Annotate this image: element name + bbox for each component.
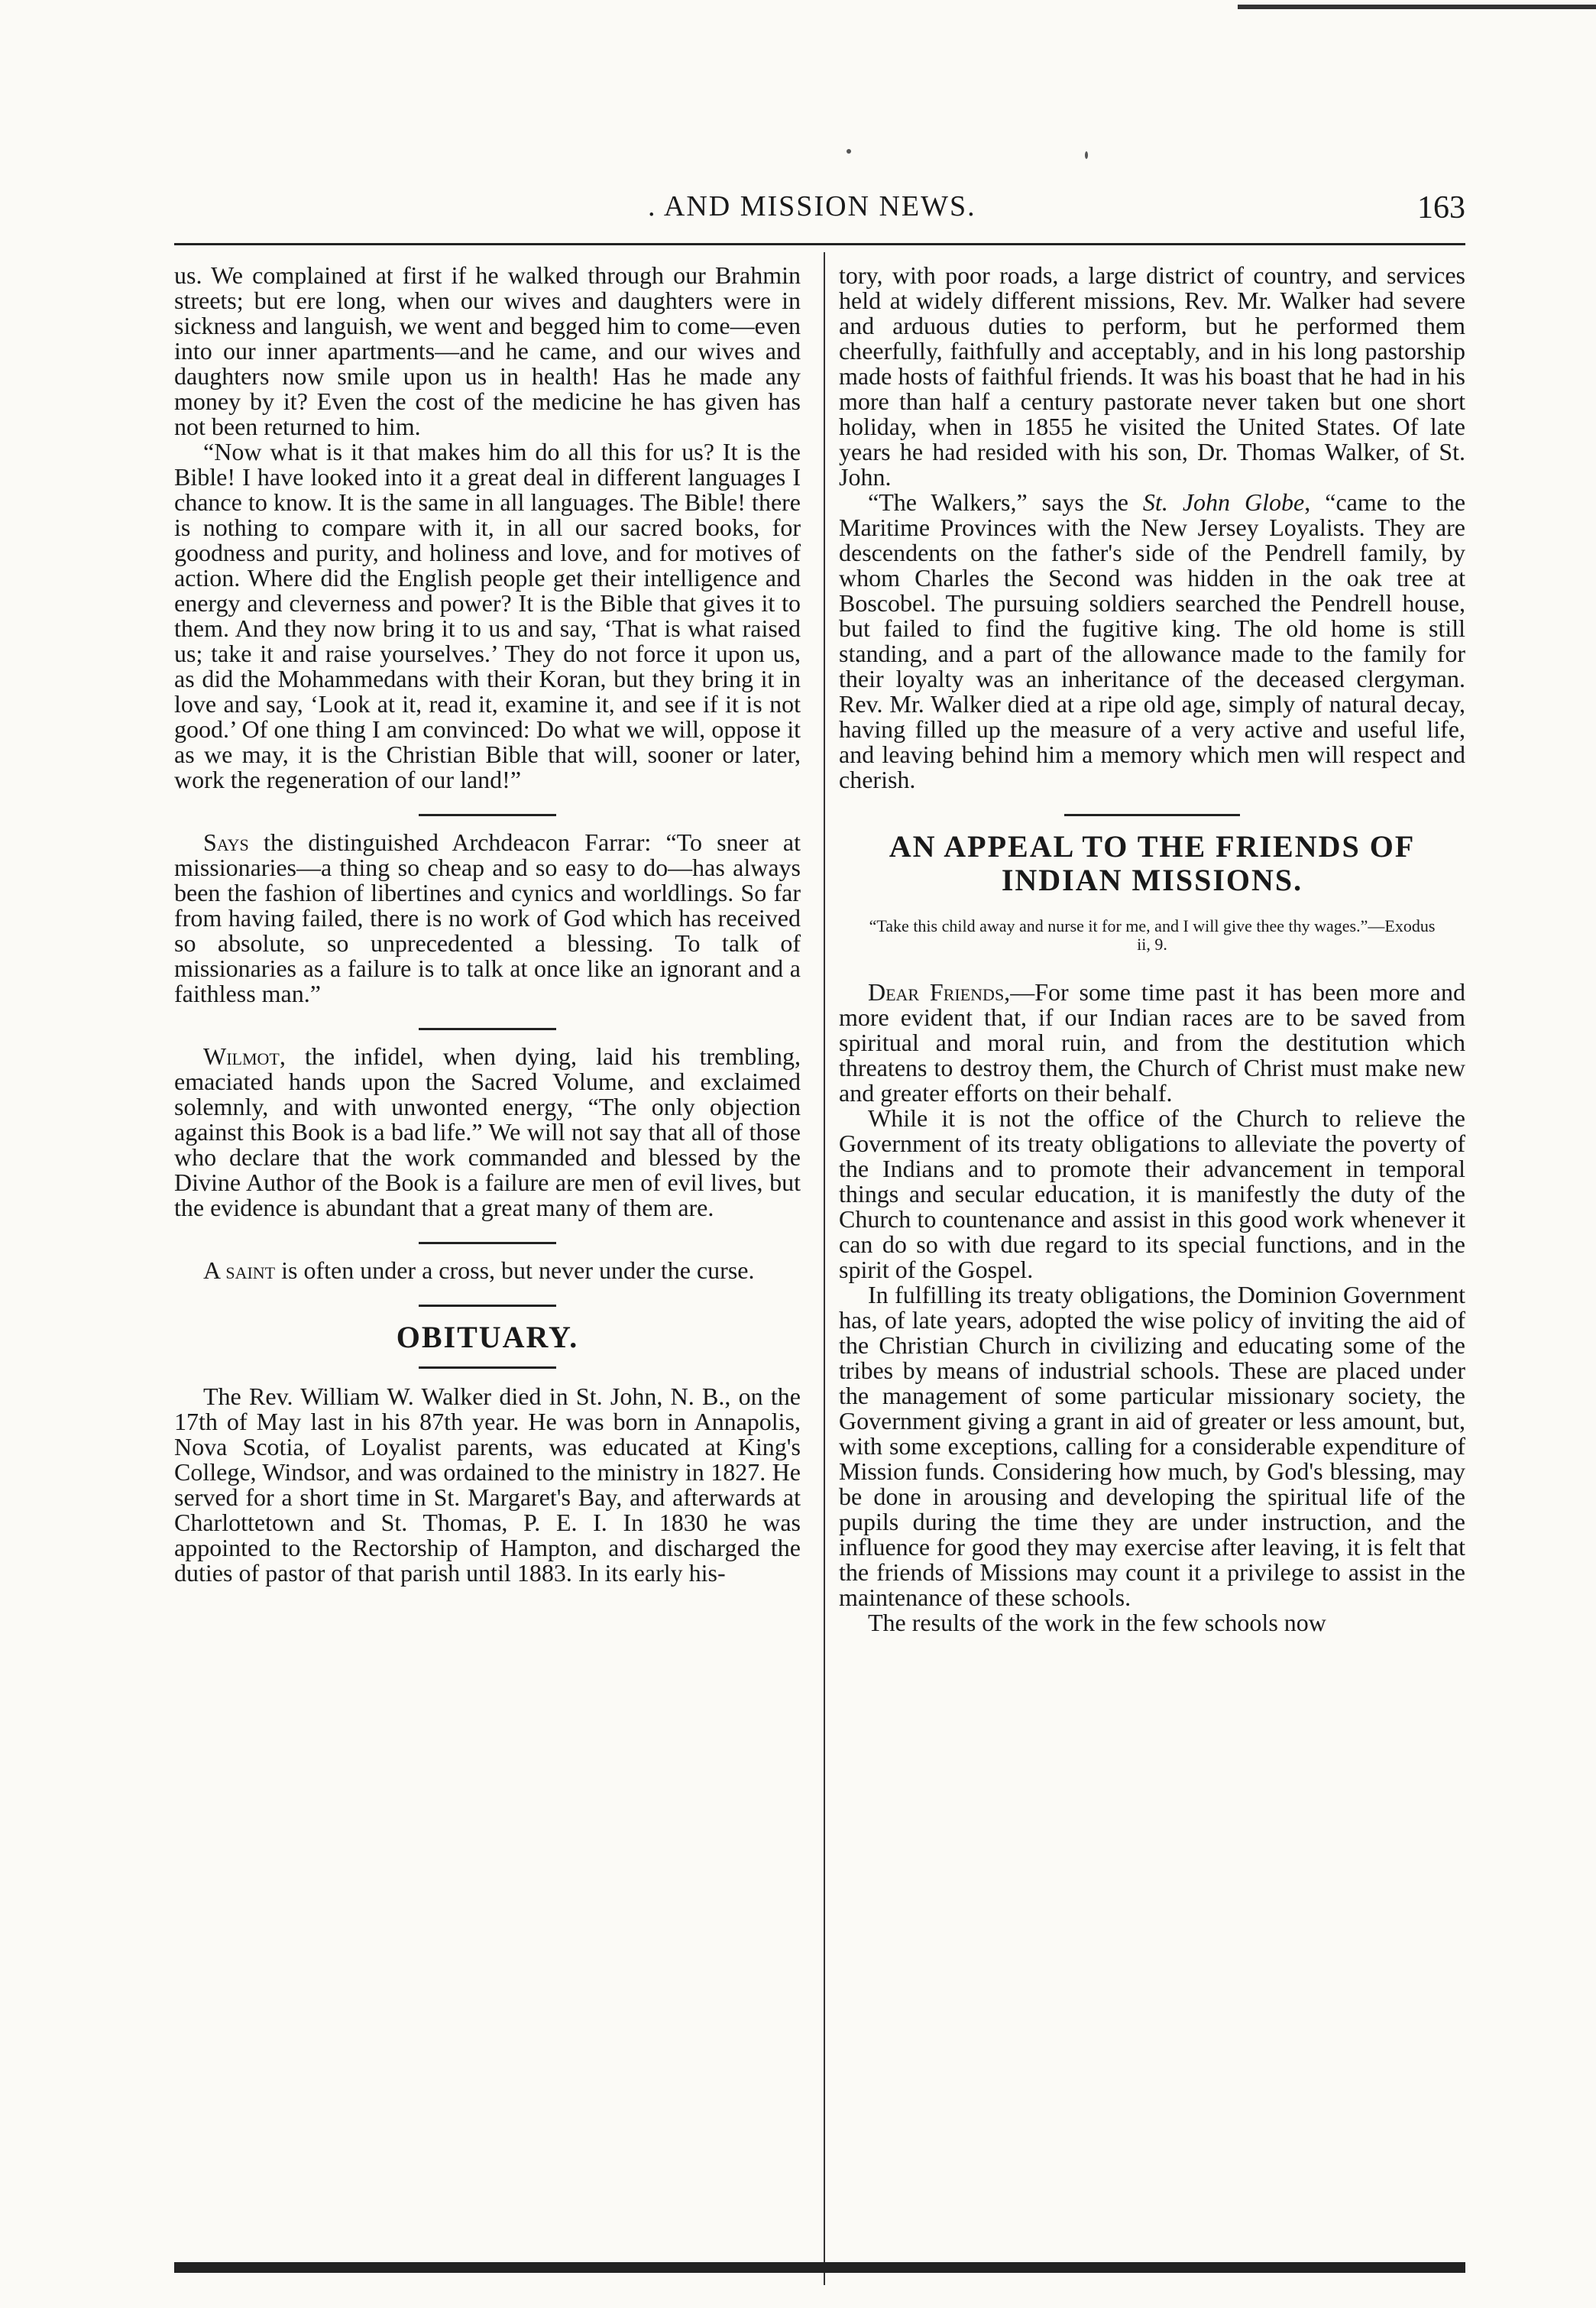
speck-mark (1085, 151, 1088, 159)
page-header (174, 183, 1465, 237)
appeal-paragraph-1 (839, 980, 1465, 1106)
top-edge-rule (1238, 5, 1596, 9)
section-rule (419, 1028, 556, 1030)
farrar-text: the distinguished Archdeacon Farrar: “To sneer at missionaries—a thing so cheap and so easy to do—has always been the fashion of libertines and cynics and worldlings. So far from having failed, there is no work of God which has received so absolute, so unprecedented a blessing. To talk of missionaries as a failure is to talk at once like an ignorant and a faithless man.” (174, 828, 801, 1007)
wilmot-lead: Wilmot, (203, 1042, 286, 1070)
appeal-paragraph-3: In fulfilling its treaty obligations, the Dominion Government has, of late years, adopted the wise policy of inviting the aid of the Christian Church in civilizing and educating some of the tribes by means of industrial schools. These are placed under the management of some particular missionary society, the Government giving a grant in aid of greater or less amount, but, with some exceptions, calling for a considerable expenditure of Mission funds. Considering how much, by God's blessing, may be done in arousing and developing the spiritual life of the pupils during the time they are under instruction, and the influence for good they may exercise after leaving, it is felt that the friends of Missions may count it a privilege to assist in the maintenance of these schools. (839, 1281, 1465, 1611)
appeal-heading-line1: AN APPEAL TO THE FRIENDS OF (889, 829, 1416, 864)
farrar-paragraph (174, 830, 801, 1007)
appeal-lead: Dear Friends, (868, 978, 1011, 1006)
appeal-text-1: —For some time past it has been more and more evident that, if our Indian races are to be saved from spiritual and moral ruin, and from the destitution which threatens to destroy them, the Church of Christ must make new and greater efforts on their behalf. (839, 978, 1466, 1107)
bottom-edge-rule (174, 2262, 1465, 2273)
bible-quote-paragraph: “Now what is it that makes him do all this for us? It is the Bible! I have looked into it a great deal in different languages I chance to know. It is the same in all languages. The Bible! there is nothing to compare with it, in all our sacred books, for goodness and purity, and holiness and love, and for motives of action. Where did the English people get their intelligence and energy and cleverness and power? It is the Bible that gives it to them. And they now bring it to us and say, ‘That is what raised us; take it and raise yourselves.’ They do not force it upon us, as did the Mohammedans with their Koran, but they bring it in love and say, ‘Look at it, read it, examine it, and see if it is not good.’ Of one thing I am convinced: Do what we will, oppose it as we may, it is the Christian Bible that will, sooner or later, work the regeneration of our land!” (174, 438, 801, 793)
obituary-heading: OBITUARY. (396, 1320, 579, 1354)
farrar-lead: Says (203, 828, 249, 856)
saint-text: is often under a cross, but never under the curse. (275, 1256, 755, 1284)
section-rule (419, 1242, 556, 1244)
column-divider (824, 252, 825, 2285)
header-rule (174, 243, 1465, 245)
brahmin-quote-paragraph: us. We complained at first if he walked through our Brahmin streets; but ere long, when our wives and daughters were in sickness and languish, we went and begged him to come—even into our inner apartments—and he came, and our wives and daughters now smile upon us in health! Has he made any money by it? Even the cost of the medicine he has given has not been returned to him. (174, 261, 801, 440)
obituary-continued-paragraph: tory, with poor roads, a large district of country, and services held at widely different missions, Rev. Mr. Walker had severe and arduous duties to perform, but he performed them cheerfully, faithfully and acceptably, and in his long pastorship made hosts of faithful friends. It was his boast that he had in his more than half a century pastorate never taken but one short holiday, when in 1855 he visited the United States. Of late years he had resided with his son, Dr. Thomas Walker, of St. John. (839, 261, 1465, 491)
section-rule (419, 814, 556, 816)
section-rule (419, 1305, 556, 1307)
section-rule (1064, 814, 1240, 816)
section-rule (419, 1366, 556, 1369)
appeal-heading (839, 830, 1465, 897)
running-title: . AND MISSION NEWS. (648, 190, 976, 222)
appeal-heading-line2: INDIAN MISSIONS. (1001, 863, 1303, 897)
wilmot-paragraph (174, 1044, 801, 1220)
epigraph-text: “Take this child away and nurse it for me, and I will give thee thy wages.”— (869, 916, 1385, 935)
epigraph-ref: Exodus ii, 9. (1137, 916, 1436, 954)
saint-paragraph (174, 1258, 801, 1283)
walkers-post: , “came to the Maritime Provinces with the New Jersey Loyalists. They are descendents on the father's side of the Pendrell family, by whom Charles the Second was hidden in the oak tree at Boscobel. The pursuing soldiers searched the Pendrell house, but failed to find the fugitive king. The old home is still standing, and a part of the allowance made to the family for their loyalty was an inheritance of the deceased clergyman. Rev. Mr. Walker died at a ripe old age, simply of natural decay, having filled up the measure of a very active and useful life, and leaving behind him a memory which men will respect and cherish. (839, 488, 1466, 793)
speck-mark (847, 149, 851, 154)
left-column (174, 263, 801, 1586)
appeal-paragraph-4: The results of the work in the few schools now (868, 1609, 1326, 1636)
appeal-paragraph-2: While it is not the office of the Church to relieve the Government of its treaty obligations to alleviate the poverty of the Indians and to promote their advancement in temporal things and secular education, it is manifestly the duty of the Church to countenance and assist in this good work whenever it can do so with due regard to its special functions, and in the spirit of the Gospel. (839, 1104, 1465, 1283)
wilmot-text: the infidel, when dying, laid his trembling, emaciated hands upon the Sacred Volume, and exclaimed solemnly, and with unwonted energy, “The only objection against this Book is a bad life.” We will not say that all of those who declare that the work commanded and blessed by the Divine Author of the Book is a failure are men of evil lives, but the evidence is abundant that a great many of them are. (174, 1042, 801, 1221)
obituary-paragraph: The Rev. William W. Walker died in St. John, N. B., on the 17th of May last in his 87th year. He was born in Annapolis, Nova Scotia, of Loyalist parents, was educated at King's College, Windsor, and was ordained to the ministry in 1827. He served for a short time in St. Margaret's Bay, and afterwards at Charlottetown and St. Thomas, P. E. I. In 1830 he was appointed to the Rectorship of Hampton, and discharged the duties of pastor of that parish until 1883. In its early his- (174, 1383, 801, 1587)
epigraph (862, 917, 1442, 954)
walkers-pre: “The Walkers,” says the (868, 488, 1143, 516)
page-number: 163 (1417, 190, 1465, 225)
walkers-paragraph (839, 490, 1465, 793)
globe-source: St. John Globe (1142, 488, 1305, 516)
saint-lead: A saint (203, 1256, 276, 1284)
right-column (839, 263, 1465, 1635)
